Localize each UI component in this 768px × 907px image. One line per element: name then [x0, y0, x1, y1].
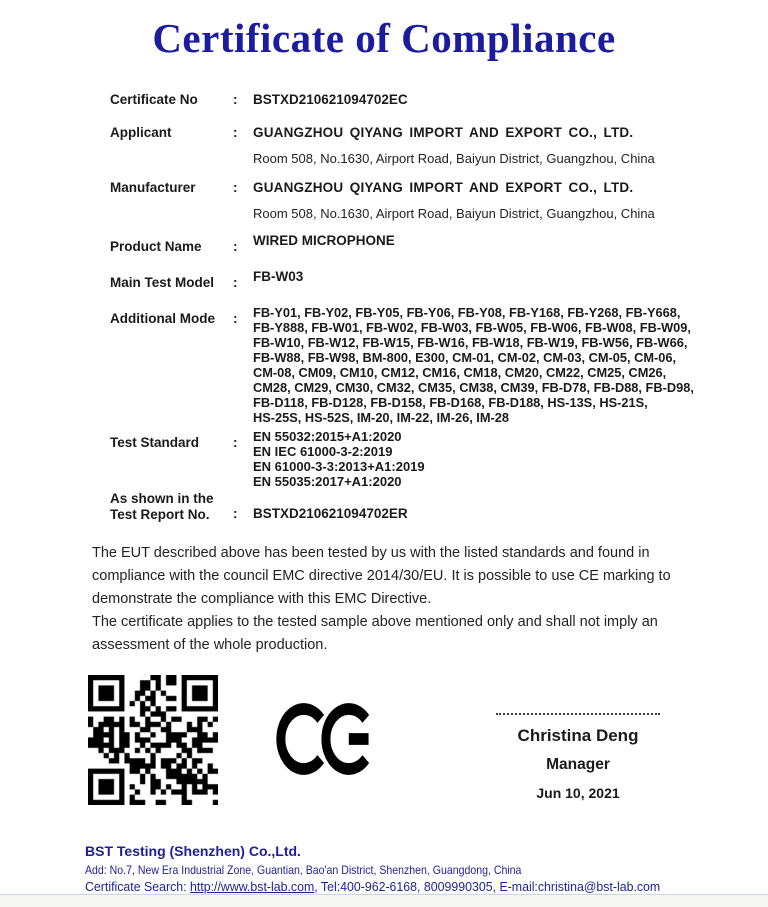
- certificate-no-value: BSTXD210621094702EC: [253, 92, 408, 107]
- colon-separator: :: [233, 311, 238, 326]
- product-name-value: WIRED MICROPHONE: [253, 233, 395, 248]
- signer-title: Manager: [546, 756, 610, 773]
- footer-address: Add: No.7, New Era Industrial Zone, Guantian, Bao'an District, Shenzhen, Guangdong, China: [85, 863, 522, 877]
- field-row-manufacturer: [110, 180, 730, 221]
- main-test-model-value: FB-W03: [253, 269, 304, 284]
- manufacturer-value-block: [253, 180, 730, 221]
- field-row-applicant: [110, 125, 730, 166]
- manufacturer-name: GUANGZHOU QIYANG IMPORT AND EXPORT CO., LTD.: [253, 180, 634, 195]
- colon-separator: :: [233, 92, 238, 107]
- main-test-model-label: Main Test Model: [110, 275, 215, 290]
- applicant-name: GUANGZHOU QIYANG IMPORT AND EXPORT CO., LTD.: [253, 125, 634, 140]
- colon-separator: :: [233, 239, 238, 254]
- additional-mode-line: HS-25S, HS-52S, IM-20, IM-22, IM-26, IM-28: [253, 410, 510, 425]
- signature-date: Jun 10, 2021: [536, 785, 620, 801]
- marks-and-signature-section: [0, 675, 768, 805]
- additional-mode-line: CM28, CM29, CM30, CM32, CM35, CM38, CM39, FB-D78, FB-D88, FB-D98,: [253, 380, 694, 395]
- field-row-test-standard: [110, 429, 730, 489]
- applicant-value-block: [253, 125, 730, 166]
- test-standard-line: EN 61000-3-3:2013+A1:2019: [253, 459, 425, 474]
- statement-paragraph-1: The EUT described above has been tested by us with the listed standards and found in compliance with the council EMC directive 2014/30/EU. It is possible to use CE marking to demonstrate the compliance with this EMC Directive.: [92, 545, 671, 607]
- additional-mode-line: FB-Y01, FB-Y02, FB-Y05, FB-Y06, FB-Y08, FB-Y168, FB-Y268, FB-Y668,: [253, 305, 681, 320]
- certificate-search-link[interactable]: http://www.bst-lab.com: [190, 879, 315, 894]
- colon-separator: :: [233, 506, 238, 521]
- additional-mode-line: FB-Y888, FB-W01, FB-W02, FB-W03, FB-W05, FB-W06, FB-W08, FB-W09,: [253, 320, 691, 335]
- colon-separator: :: [233, 275, 238, 290]
- additional-mode-line: FB-W10, FB-W12, FB-W15, FB-W16, FB-W18, FB-W19, FB-W56, FB-W66,: [253, 335, 688, 350]
- additional-mode-value: [253, 305, 730, 425]
- test-standard-value: [253, 429, 730, 489]
- field-row-additional-mode: [110, 305, 730, 425]
- manufacturer-address: Room 508, No.1630, Airport Road, Baiyun District, Guangzhou, China: [253, 206, 655, 221]
- footer-company-name: BST Testing (Shenzhen) Co.,Ltd.: [85, 843, 301, 859]
- product-name-label: Product Name: [110, 239, 202, 254]
- footer: [85, 843, 768, 894]
- certificate-search-label: Certificate Search:: [85, 879, 191, 894]
- footer-contact-details: , Tel:400-962-6168, 8009990305, E-mail:christina@bst-lab.com: [314, 879, 661, 894]
- test-standard-line: EN 55032:2015+A1:2020: [253, 429, 402, 444]
- additional-mode-line: CM-08, CM09, CM10, CM12, CM16, CM18, CM20, CM22, CM25, CM26,: [253, 365, 667, 380]
- test-report-no-value: BSTXD210621094702ER: [253, 506, 408, 521]
- colon-separator: :: [233, 180, 238, 195]
- signature-block: [488, 713, 668, 801]
- field-row-test-report-no: [110, 491, 730, 522]
- footer-contact-line: [85, 879, 734, 894]
- test-standard-line: EN IEC 61000-3-2:2019: [253, 444, 393, 459]
- test-report-no-label-line1: As shown in the: [110, 491, 214, 506]
- field-row-main-test-model: [110, 269, 730, 291]
- ce-mark-icon: [276, 699, 380, 779]
- signature-dotted-line: [496, 713, 660, 715]
- test-report-no-label: [110, 491, 233, 522]
- certificate-page: [0, 14, 768, 907]
- certificate-no-label: Certificate No: [110, 92, 198, 107]
- applicant-label: Applicant: [110, 125, 172, 140]
- field-row-certificate-no: [110, 92, 730, 108]
- signer-name: Christina Deng: [517, 726, 639, 745]
- test-standard-line: EN 55035:2017+A1:2020: [253, 474, 402, 489]
- additional-mode-line: FB-D118, FB-D128, FB-D158, FB-D168, FB-D188, HS-13S, HS-21S,: [253, 395, 648, 410]
- test-report-no-label-line2: Test Report No.: [110, 506, 210, 522]
- compliance-statement: [92, 542, 684, 657]
- colon-separator: :: [233, 125, 238, 140]
- statement-paragraph-2: The certificate applies to the tested sample above mentioned only and shall not imply an assessment of the whole production.: [92, 614, 658, 653]
- page-bottom-strip: [0, 894, 768, 907]
- page-title: Certificate of Compliance: [152, 15, 616, 61]
- colon-separator: :: [233, 435, 238, 450]
- applicant-address: Room 508, No.1630, Airport Road, Baiyun District, Guangzhou, China: [253, 151, 655, 166]
- qr-code-icon: [88, 675, 218, 805]
- certificate-fields: [110, 92, 730, 522]
- test-standard-label: Test Standard: [110, 435, 200, 450]
- additional-mode-label: Additional Mode: [110, 311, 215, 326]
- field-row-product-name: [110, 233, 730, 255]
- additional-mode-line: FB-W88, FB-W98, BM-800, E300, CM-01, CM-02, CM-03, CM-05, CM-06,: [253, 350, 677, 365]
- manufacturer-label: Manufacturer: [110, 180, 196, 195]
